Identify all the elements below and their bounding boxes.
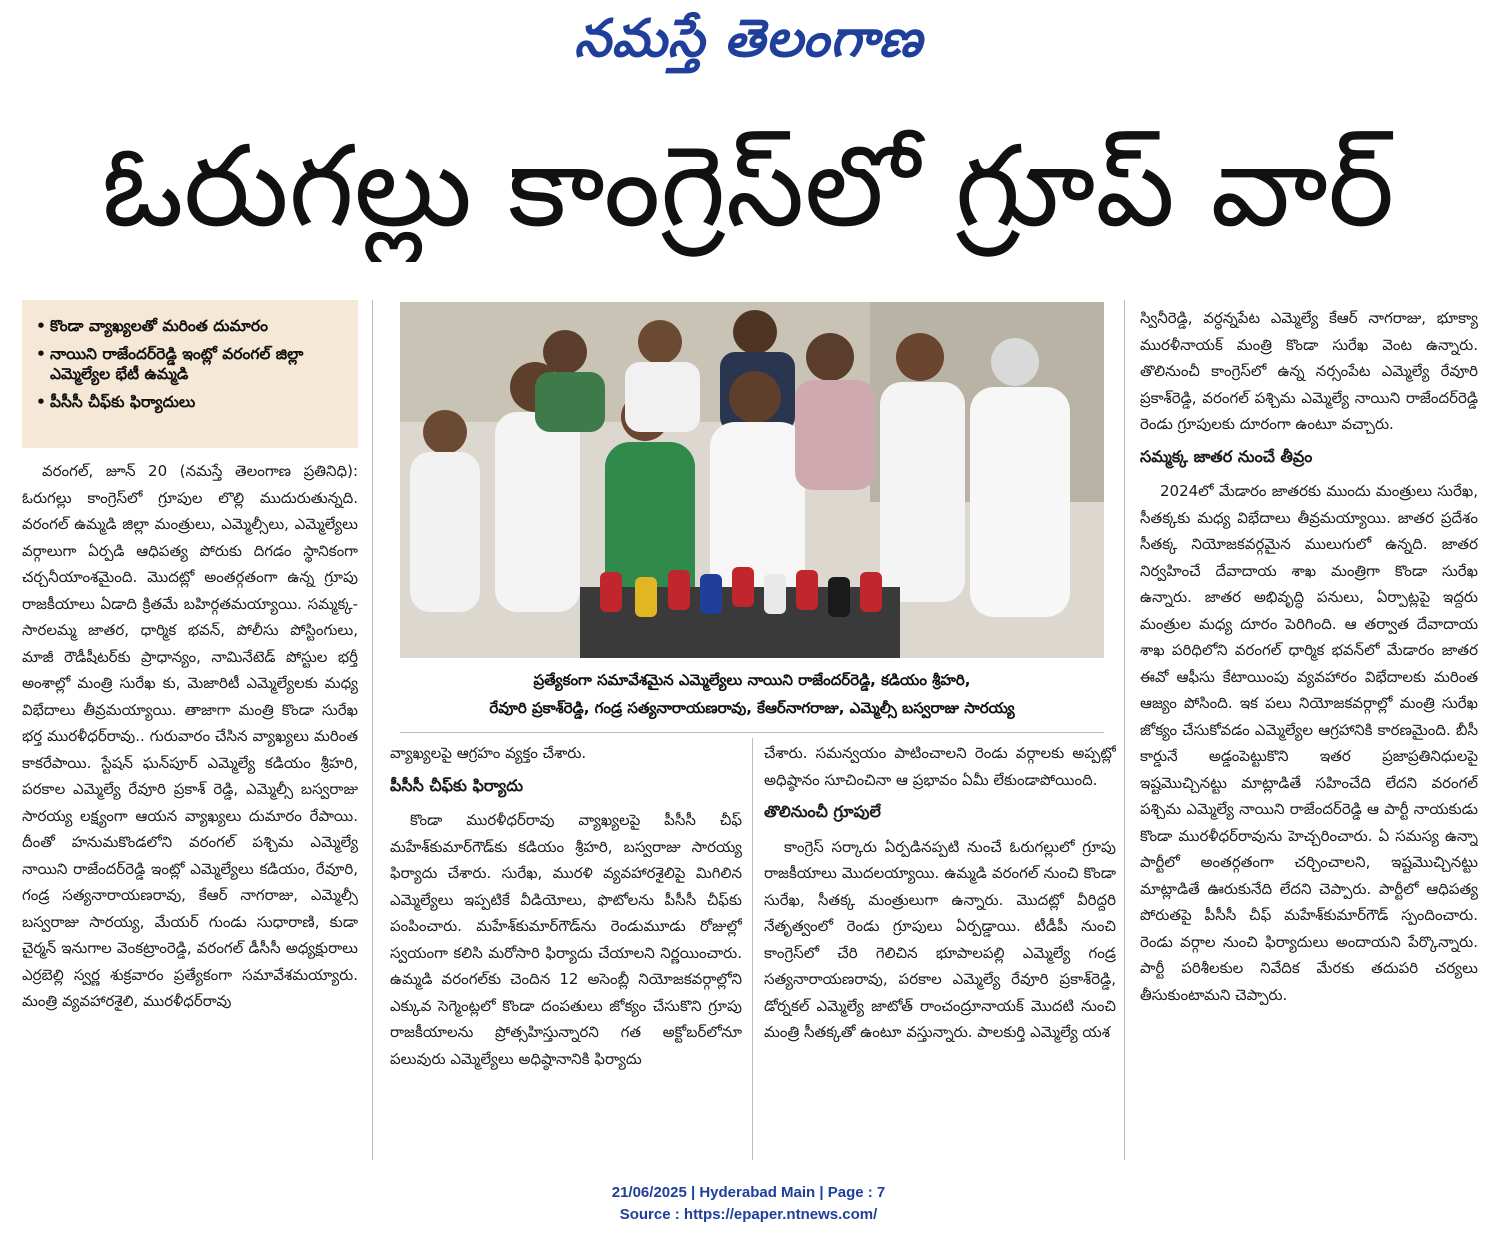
subheading: తొలినుంచీ గ్రూపులే	[764, 802, 881, 821]
newspaper-logo: నమస్తే తెలంగాణ	[574, 8, 923, 69]
article-column-4	[1140, 305, 1478, 1160]
article-paragraph: వరంగల్, జూన్ 20 (నమస్తే తెలంగాణ ప్రతినిధి): ఓరుగల్లు కాంగ్రెస్‌లో గ్రూపుల లొల్లి ముదురుతున్నది. వరంగల్ ఉమ్మడి జిల్లా మంత్రులు, ఎమ్మెల్సీలు, ఎమ్మెల్యేలు వర్గాలుగా ఏర్పడి ఆధిపత్య పోరుకు దిగడం స్థానికంగా చర్చనీయాంశమైంది. మొదట్లో అంతర్గతంగా ఉన్న గ్రూపు రాజకీయాలు ఏడాది క్రితమే బహిర్గతమయ్యాయి. సమ్మక్క-సారలమ్మ జాతర, ధార్మిక భవన్, పోలీసు పోస్టింగులు, మాజీ రౌడీషీటర్‌కు ప్రాధాన్యం, నామినేటెడ్ పోస్టుల భర్తీ అంశాల్లో మంత్రి సురేఖ కు, మెజారిటీ ఎమ్మెల్యేలకు మధ్య విభేదాలు తీవ్రమయ్యాయి. తాజాగా మంత్రి కొండా సురేఖ భర్త మురళీధర్‌రావు.. గురువారం చేసిన వ్యాఖ్యలు మరింత కాకరేపాయి. స్టేషన్ ఘన్‌పూర్ ఎమ్మెల్యే కడియం శ్రీహరి, పరకాల ఎమ్మెల్యే రేవూరి ప్రకాశ్ రెడ్డి, ఎమ్మెల్సీ బస్వరాజు సారయ్య లక్ష్యంగా ఆయన వ్యాఖ్యలు దుమారం రేపాయి. దీంతో హనుమకొండలోని వరంగల్ పశ్చిమ ఎమ్మెల్యే నాయిని రాజేందర్‌రెడ్డి ఇంట్లో ఎమ్మెల్యేలు కడియం, రేవూరి, గండ్ర సత్యనారాయణరావు, కేఆర్ నాగరాజు, ఎమ్మెల్సీ బస్వరాజు సారయ్య, మేయర్ గుండు సుధారాణి, కుడా చైర్మన్ ఇనుగాల వెంకట్రాంరెడ్డి, వరంగల్ డీసీసీ అధ్యక్షురాలు ఎర్రబెల్లి స్వర్ణ శుక్రవారం ప్రత్యేకంగా సమావేశమయ్యారు. మంత్రి వ్యవహారశైలి, మురళీధర్‌రావు	[22, 462, 358, 1010]
article-paragraph: కాంగ్రెస్ సర్కారు ఏర్పడినప్పటి నుంచే ఓరుగల్లులో గ్రూపు రాజకీయాలు మొదలయ్యాయి. ఉమ్మడి వరంగల్ నుంచి కొండా సురేఖ, సీతక్క మంత్రులుగా ఉన్నారు. మొదట్లో వీరిద్దరి నేతృత్వంలో రెండు గ్రూపులు ఏర్పడ్డాయి. టీడీపీ నుంచి కాంగ్రెస్‌లో చేరి గెలిచిన భూపాలపల్లి ఎమ్మెల్యే గండ్ర సత్యనారాయణరావు, పరకాల ఎమ్మెల్యే రేవూరి ప్రకాశ్‌రెడ్డి, డోర్నకల్ ఎమ్మెల్యే జాటోత్ రాంచంద్రూనాయక్ మొదటి నుంచి మంత్రి సీతక్కతో ఉంటూ వస్తున్నారు. పాలకుర్తి ఎమ్మెల్యే యశ	[764, 837, 1116, 1041]
caption-divider	[400, 732, 1104, 733]
edition-info: 21/06/2025 | Hyderabad Main | Page : 7	[611, 1184, 886, 1201]
caption-line: ప్రత్యేకంగా సమావేశమైన ఎమ్మెల్యేలు నాయిని రాజేందర్‌రెడ్డి, కడియం శ్రీహరి,	[533, 671, 971, 689]
article-paragraph: కొండా మురళీధర్‌రావు వ్యాఖ్యలపై పీసీసీ చీఫ్ మహేశ్‌కుమార్‌గౌడ్‌కు కడియం శ్రీహరి, బస్వరాజు సారయ్య ఫిర్యాదు చేశారు. సురేఖ, మురళి వ్యవహారశైలిపై మిగిలిన ఎమ్మెల్యేలు ఇప్పటికే వీడియోలు, ఫొటోలను పీసీసీ చీఫ్‌కు పంపించారు. మహేశ్‌కుమార్‌గౌడ్‌ను రెండుమూడు రోజుల్లో స్వయంగా కలిసి మరోసారి ఫిర్యాదు చేయాలని నిర్ణయించారు. ఉమ్మడి వరంగల్‌కు చెందిన 12 అసెంబ్లీ నియోజకవర్గాల్లోని ఎక్కువ సెగ్మెంట్లలో కొండా దంపతులు జోక్యం చేసుకొని గ్రూపు రాజకీయాలను ప్రోత్సహిస్తున్నారని గత అక్టోబర్‌లోనూ పలువురు ఎమ్మెల్యేలు అధిష్ఠానానికి ఫిర్యాదు	[390, 811, 742, 1068]
press-meet-photo	[400, 302, 1104, 658]
highlights-box	[22, 300, 358, 448]
subheading: సమ్మక్క జాతర నుంచే తీవ్రం	[1140, 446, 1313, 466]
photo-caption	[400, 666, 1104, 722]
article-column-3	[764, 740, 1116, 1160]
caption-line: రేవూరి ప్రకాశ్‌రెడ్డి, గండ్ర సత్యనారాయణరావు, కేఆర్‌నాగరాజు, ఎమ్మెల్సీ బస్వరాజు సారయ్య	[489, 699, 1015, 717]
highlight-item: • కొండా వ్యాఖ్యలతో మరింత దుమారం	[32, 316, 350, 336]
source-link[interactable]: Source : https://epaper.ntnews.com/	[619, 1206, 878, 1223]
page-footer	[0, 1182, 1497, 1226]
highlight-item: • నాయిని రాజేందర్‌రెడ్డి ఇంట్లో వరంగల్ జిల్లా ఎమ్మెల్యేల భేటీ ఉమ్మడి	[32, 344, 350, 384]
headline: ఓరుగల్లు కాంగ్రెస్‌లో గ్రూప్ వార్	[101, 122, 1395, 252]
highlight-item: • పీసీసీ చీఫ్‌కు ఫిర్యాదులు	[32, 392, 350, 412]
column-divider	[372, 300, 373, 1160]
subheading: పీసీసీ చీఫ్‌కు ఫిర్యాదు	[390, 775, 524, 795]
article-paragraph: చేశారు. సమన్వయం పాటించాలని రెండు వర్గాలకు అప్పట్లో అధిష్ఠానం సూచించినా ఆ ప్రభావం ఏమీ లేకుండాపోయింది.	[764, 744, 1116, 789]
article-column-2	[390, 740, 742, 1160]
news-photo	[400, 302, 1104, 658]
masthead	[0, 8, 1497, 82]
article-paragraph: వ్యాఖ్యలపై ఆగ్రహం వ్యక్తం చేశారు.	[390, 744, 587, 762]
article-paragraph: స్వినీరెడ్డి, వర్ధన్నపేట ఎమ్మెల్యే కేఆర్ నాగరాజు, భూక్యా మురళీనాయక్ మంత్రి కొండా సురేఖ వెంట ఉన్నారు. తొలినుంచీ కాంగ్రెస్‌లో ఉన్న నర్సంపేట ఎమ్మెల్యే రేవూరి ప్రకాశ్‌రెడ్డి, వరంగల్ పశ్చిమ ఎమ్మెల్యే నాయిని రాజేందర్‌రెడ్డి రెండు గ్రూపులకు దూరంగా ఉంటూ వచ్చారు.	[1140, 309, 1478, 433]
article-column-1	[22, 458, 358, 1158]
column-divider	[752, 738, 753, 1160]
article-paragraph: 2024లో మేడారం జాతరకు ముందు మంత్రులు సురేఖ, సీతక్కకు మధ్య విభేదాలు తీవ్రమయ్యాయి. జాతర ప్రదేశం సీతక్క నియోజకవర్గమైన ములుగులో ఉన్నది. జాతర నిర్వహించే దేవాదాయ శాఖ మంత్రిగా కొండా సురేఖ ఉన్నారు. జాతర అభివృద్ధి పనులు, ఏర్పాట్లపై ఇద్దరు మంత్రుల మధ్య దూరం పెరిగింది. ఆ తర్వాత దేవాదాయ శాఖ పరిధిలోని వరంగల్ ధార్మిక భవన్‌లో మేడారం జాతర ఈవో ఆఫీసు కేటాయింపు వ్యవహారం విభేదాలకు మరింత ఆజ్యం పోసింది. ఇక పలు నియోజకవర్గాల్లో మంత్రి సురేఖ జోక్యం చేసుకోవడం ఎమ్మెల్యేల ఆగ్రహానికి కారణమైంది. బీసీ కార్డునే అడ్డంపెట్టుకొని ఇతర ప్రజాప్రతినిధులపై ఇష్టమొచ్చినట్టు మాట్లాడితే సహించేది లేదని వరంగల్ పశ్చిమ ఎమ్మెల్యే నాయిని రాజేందర్‌రెడ్డి ఆ పార్టీ నాయకుడు కొండా మురళీధర్‌రావును హెచ్చరించారు. ఏ సమస్య ఉన్నా పార్టీలో అంతర్గతంగా చర్చించాలని, ఇష్టమొచ్చినట్టు మాట్లాడితే ఊరుకునేది లేదని చెప్పారు. పార్టీలో ఆధిపత్య పోరుతపై పీసీసీ చీఫ్ మహేశ్‌కుమార్‌గౌడ్ స్పందించారు. రెండు వర్గాల నుంచి ఫిర్యాదులు అందాయని పేర్కొన్నారు. పార్టీ పరిశీలకుల నివేదిక మేరకు తదుపరి చర్యలు తీసుకుంటామని చెప్పారు.	[1140, 482, 1478, 1004]
column-divider	[1124, 300, 1125, 1160]
